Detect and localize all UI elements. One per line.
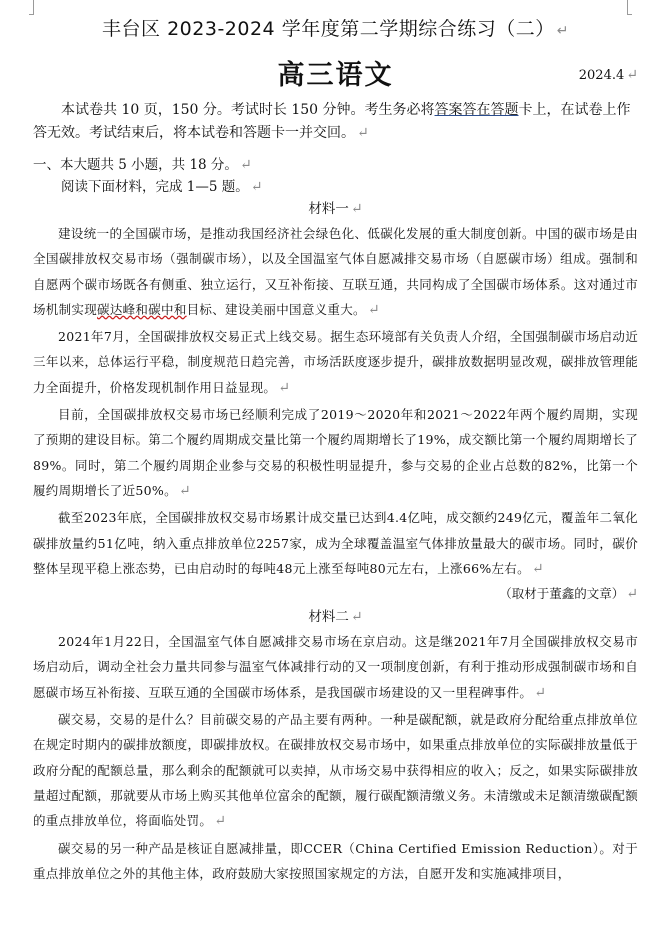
paragraph-text: 2021年7月，全国碳排放权交易正式上线交易。据生态环境部有关负责人介绍，全国强制碳市场启动近三年以来，总体运行平稳，制度规范日趋完善，市场活跃度逐步提升，碳排放数据明显改观，碳排放管理能力全面提升，价格发现机制作用日益显现。 — [33, 329, 638, 395]
material-2-title-text: 材料二 — [308, 609, 349, 626]
paragraph-mark-icon: ↵ — [278, 379, 291, 396]
paragraph-text: 目前，全国碳排放权交易市场已经顺利完成了2019～2020年和2021～2022年两个履约周期，实现了预期的建设目标。第二个履约周期成交量比第一个履约周期增长了19%，成交额比第一个履约周期增长了89%。同时，第二个履约周期企业参与交易的积极性明显提升，参与交易的企业占总数的82%，比第一个履约周期增长了近50%。 — [33, 407, 638, 498]
paragraph-text: 2024年1月22日，全国温室气体自愿减排交易市场在京启动。这是继2021年7月全国碳排放权交易市场启动后，调动全社会力量共同参与温室气体减排行动的又一项制度创新，有利于推动形成强制碳市场和自愿碳市场互补衔接、互联互通的全国碳市场体系，是我国碳市场建设的又一里程碑事件。 — [33, 634, 638, 700]
paragraph-mark-icon: ↵ — [214, 813, 227, 830]
paragraph-text: 碳交易的另一种产品是核证自愿减排量，即CCER（China Certified Emission Reduction）。对于重点排放单位之外的其他主体，政府鼓励大家按照国家规定的方法，自愿开发和实施减排项目， — [33, 840, 638, 881]
exam-date-text: 2024.4 — [578, 68, 625, 83]
exam-title — [33, 14, 638, 41]
material-2-paragraph-1 — [33, 629, 638, 706]
material-2-paragraph-2 — [33, 707, 638, 834]
material-1-paragraph-2 — [33, 324, 638, 401]
subject-title: 高三语文 — [277, 60, 394, 91]
material-1-paragraph-4 — [33, 505, 638, 582]
paragraph-text-end: 目标、建设美丽中国意义重大。 — [186, 301, 366, 317]
source-text: （取材于董鑫的文章） — [499, 586, 625, 602]
material-1-title — [33, 198, 638, 220]
intro-text: 本试卷共 10 页，150 分。考试时长 150 分钟。考生务必将 — [61, 102, 435, 118]
paragraph-mark-icon: ↵ — [556, 23, 569, 39]
document-page — [33, 0, 638, 886]
paragraph-mark-icon: ↵ — [239, 157, 252, 173]
paragraph-mark-icon: ↵ — [367, 301, 380, 318]
exam-title-text: 丰台区 2023-2024 学年度第二学期综合练习（二） — [102, 18, 555, 40]
material-1-title-text: 材料一 — [308, 201, 349, 217]
section-heading — [33, 154, 638, 176]
exam-date — [579, 67, 638, 83]
section-instruction-text: 阅读下面材料，完成 1—5 题。 — [61, 179, 249, 195]
material-2-paragraph-3 — [33, 836, 638, 887]
material-1-paragraph-3 — [33, 402, 638, 504]
paragraph-mark-icon: ↵ — [250, 179, 263, 195]
paragraph-text: 截至2023年底，全国碳排放权交易市场累计成交量已达到4.4亿吨，成交额约249亿元，覆盖年二氧化碳排放量约51亿吨，纳入重点排放单位2257家，成为全球覆盖温室气体排放量最大的碳市场。同时，碳价整体呈现平稳上涨态势，已由启动时的每吨48元上涨至每吨80元左右，上涨66%左右。 — [33, 510, 638, 576]
paragraph-mark-icon: ↵ — [531, 560, 544, 577]
intro-text-end: 卡上，在试卷上作答无效。考试结束后，将本试卷和答题卡一并交回。 — [33, 102, 631, 141]
spellcheck-underlined-text: 碳达峰和碳中和 — [97, 301, 187, 317]
paragraph-mark-icon: ↵ — [626, 67, 638, 83]
section-instruction — [33, 176, 638, 198]
paragraph-mark-icon: ↵ — [626, 586, 638, 603]
paragraph-mark-icon: ↵ — [350, 609, 363, 626]
subject-row — [33, 53, 638, 93]
exam-instructions — [33, 99, 638, 145]
intro-underlined-text: 答案答在答题 — [434, 102, 519, 118]
paragraph-mark-icon: ↵ — [350, 201, 363, 217]
paragraph-mark-icon: ↵ — [357, 125, 369, 141]
paragraph-mark-icon: ↵ — [534, 684, 547, 701]
material-1-paragraph-1 — [33, 221, 638, 323]
material-2-title — [33, 606, 638, 628]
paragraph-mark-icon: ↵ — [178, 482, 191, 499]
material-1-source — [33, 582, 638, 606]
paragraph-text: 建设统一的全国碳市场，是推动我国经济社会绿色化、低碳化发展的重大制度创新。中国的碳市场是由全国碳排放权交易市场（强制碳市场），以及全国温室气体自愿减排交易市场（自愿碳市场）组成。强制和自愿两个碳市场既各有侧重、独立运行，又互补衔接、互联互通，共同构成了全国碳市场体系。这对通过市场机制实现 — [33, 226, 638, 317]
paragraph-text: 碳交易，交易的是什么？目前碳交易的产品主要有两种。一种是碳配额，就是政府分配给重点排放单位在规定时期内的碳排放额度，即碳排放权。在碳排放权交易市场中，如果重点排放单位的实际碳排放量低于政府分配的配额总量，那么剩余的配额就可以卖掉，从市场交易中获得相应的收入；反之，如果实际碳排放量超过配额，那就要从市场上购买其他单位富余的配额，履行碳配额清缴义务。未清缴或未足额清缴碳配额的重点排放单位，将面临处罚。 — [33, 712, 638, 829]
section-heading-text: 一、本大题共 5 小题，共 18 分。 — [33, 157, 238, 173]
